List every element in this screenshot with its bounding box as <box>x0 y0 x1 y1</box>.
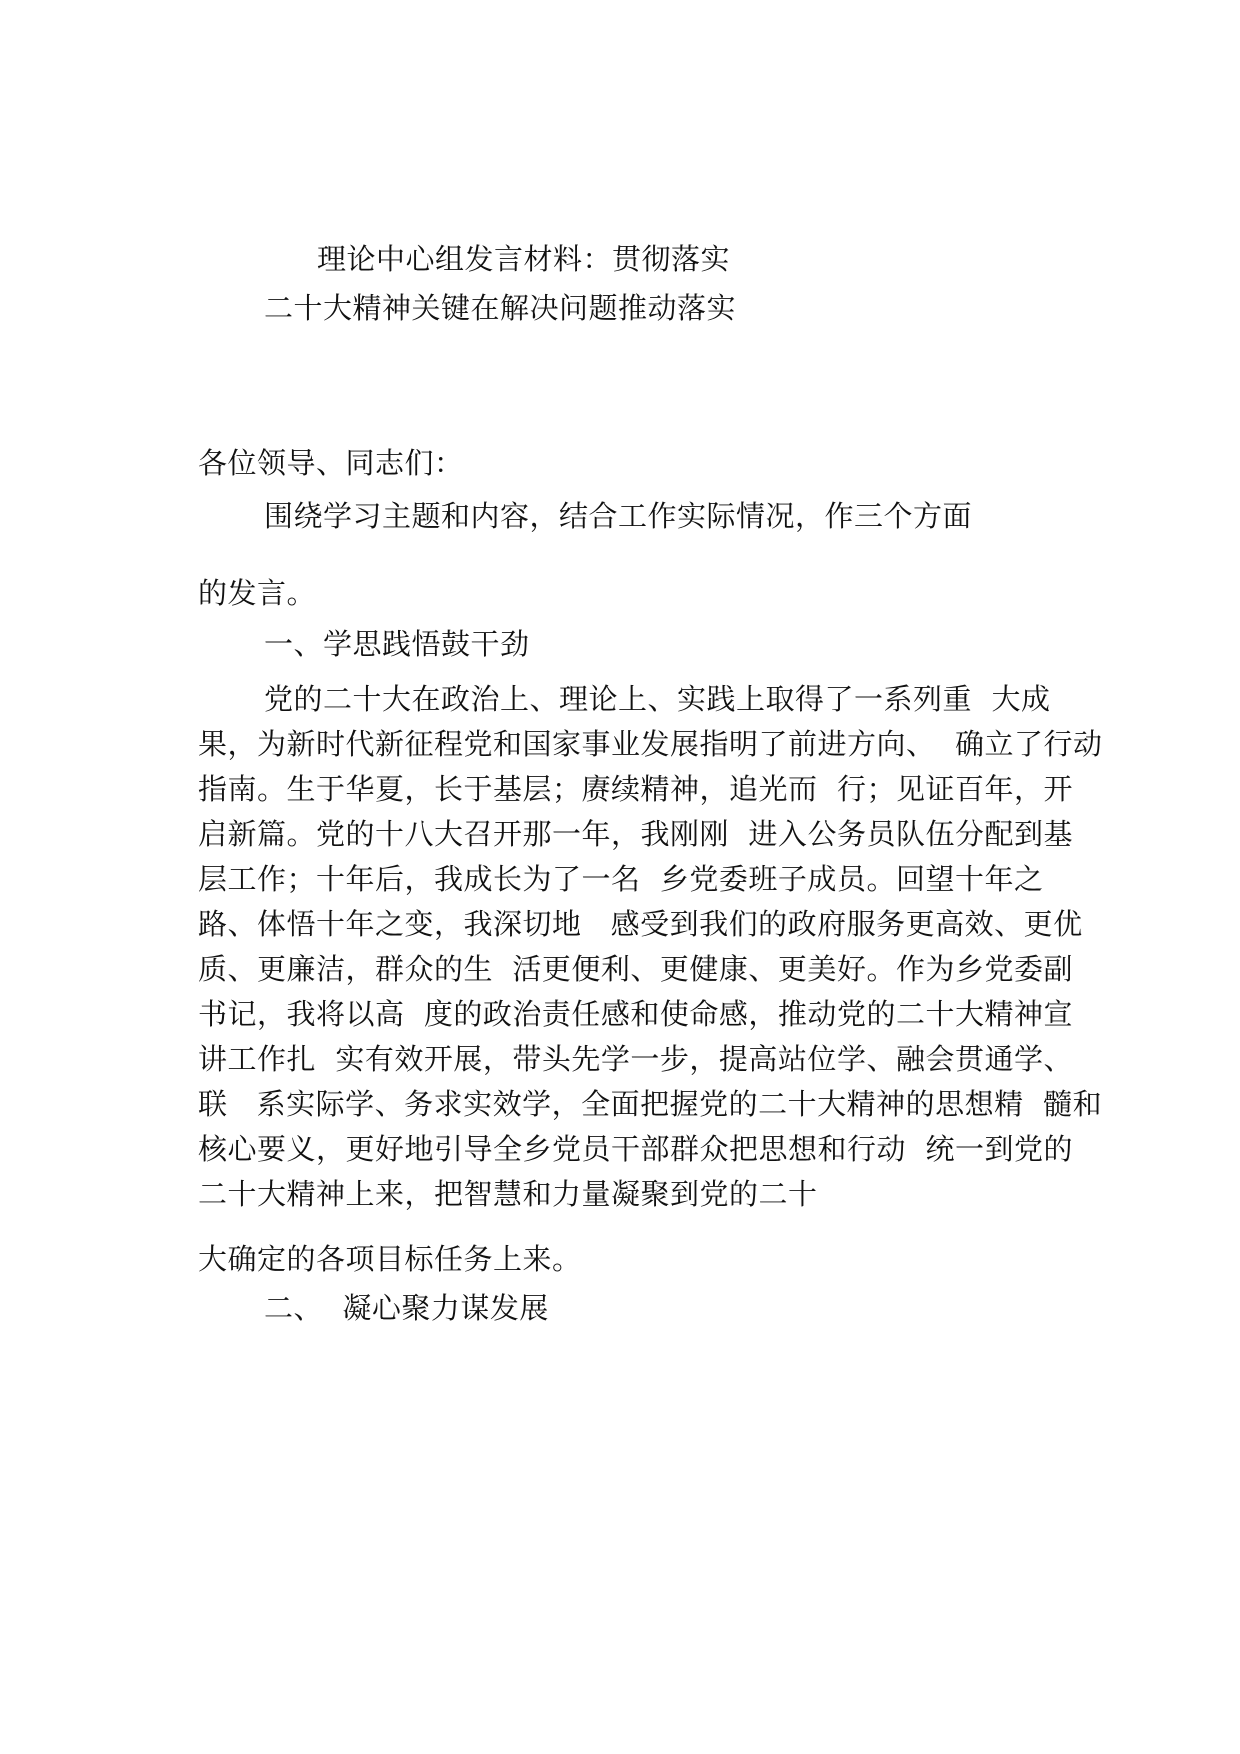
section1-paragraph-line: 路、体悟十年之变，我深切地 感受到我们的政府服务更高效、更优 <box>198 907 1083 941</box>
intro-line-1: 围绕学习主题和内容，结合工作实际情况，作三个方面 <box>264 499 973 533</box>
section1-paragraph-line: 二十大精神上来，把智慧和力量凝聚到党的二十 <box>198 1177 818 1211</box>
document-title-line-2: 二十大精神关键在解决问题推动落实 <box>264 291 737 325</box>
section1-paragraph-line: 大确定的各项目标任务上来。 <box>198 1242 582 1276</box>
section1-paragraph-line: 指南。生于华夏，长于基层；赓续精神，追光而 行；见证百年，开 <box>198 772 1073 806</box>
document-title-line-1: 理论中心组发言材料：贯彻落实 <box>317 242 731 276</box>
section1-paragraph-line: 联 系实际学、务求实效学，全面把握党的二十大精神的思想精 髓和 <box>198 1087 1103 1121</box>
section-heading-2: 二、 凝心聚力谋发展 <box>264 1291 549 1325</box>
section1-paragraph-line: 讲工作扎 实有效开展，带头先学一步，提高站位学、融会贯通学、 <box>198 1042 1073 1076</box>
section1-paragraph-line: 层工作；十年后，我成长为了一名 乡党委班子成员。回望十年之 <box>198 862 1044 896</box>
section-heading-1: 一、学思践悟鼓干劲 <box>264 627 530 661</box>
section1-paragraph-line: 书记，我将以高 度的政治责任感和使命感，推动党的二十大精神宣 <box>198 997 1073 1031</box>
section1-paragraph-line: 党的二十大在政治上、理论上、实践上取得了一系列重 大成 <box>264 682 1051 716</box>
intro-line-2: 的发言。 <box>198 576 317 610</box>
section1-paragraph-line: 核心要义，更好地引导全乡党员干部群众把思想和行动 统一到党的 <box>198 1132 1073 1166</box>
salutation: 各位领导、同志们： <box>198 446 464 480</box>
section1-paragraph-line: 果，为新时代新征程党和国家事业发展指明了前进方向、 确立了行动 <box>198 727 1103 761</box>
section1-paragraph-line: 质、更廉洁，群众的生 活更便利、更健康、更美好。作为乡党委副 <box>198 952 1073 986</box>
section1-paragraph-line: 启新篇。党的十八大召开那一年，我刚刚 进入公务员队伍分配到基 <box>198 817 1073 851</box>
